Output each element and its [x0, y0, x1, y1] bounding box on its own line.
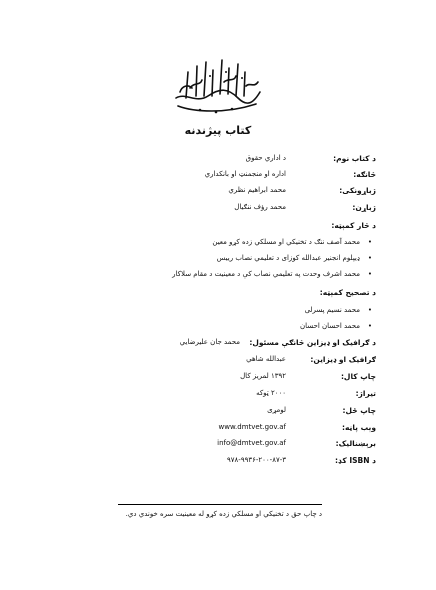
field-value: ۹۷۸-۹۹۳۶-۲۰۰-۸۷-۳: [227, 456, 286, 464]
field-value: لومړی: [267, 406, 286, 414]
field-label: ګرافیک او ډیزاین:: [310, 355, 376, 364]
field-value: د اداري حقوق: [245, 154, 286, 162]
field-label: ژباړن:: [352, 203, 376, 212]
copyright-note: د چاپ حق د تخنیکي او مسلکي زده کړو له معینیت سره خوندي دي.: [125, 510, 322, 518]
field-label: تیراژ:: [355, 389, 376, 398]
field-value: عبدالله شاهي: [246, 355, 286, 363]
website-link[interactable]: www.dmtvet.gov.af: [218, 423, 286, 431]
basmala-calligraphy-icon: [166, 52, 266, 118]
email-link[interactable]: info@dmtvet.gov.af: [217, 439, 286, 447]
list-item: • محمد آصف ننګ د تخنیکي او مسلکي زده کړو معین: [212, 238, 360, 246]
field-label: برېښنالیک:: [335, 439, 376, 448]
page-title: کتاب پیژندنه: [184, 124, 252, 137]
field-label: څانګه:: [353, 170, 376, 179]
field-value: محمد جان علیرضایي: [179, 338, 240, 346]
field-label: وېب پاڼه:: [341, 423, 376, 432]
field-label: د کتاب نوم:: [333, 154, 376, 163]
field-value: محمد ابراهیم نظري: [228, 186, 286, 194]
field-value: اداره او منجمنټ او بانکداري: [204, 170, 286, 178]
list-item: • محمد اشرف وحدت په تعلیمي نصاب کې د معینیت د مقام سلاکار: [172, 270, 360, 278]
field-label: د ګرافیک او ډیزاین څانګې مسئول:: [249, 338, 376, 347]
field-label: چاپ ځل:: [342, 406, 376, 415]
correction-committee-label: د تصحیح کمېټه:: [319, 288, 376, 297]
footer-divider: [118, 504, 322, 505]
field-value: ۱۳۹۲ لمریز کال: [240, 372, 286, 380]
list-item: • ډیپلوم انجنیر عبدالله کوزای د تعلیمي نصاب رییس: [217, 254, 360, 262]
field-label: چاپ کال:: [340, 372, 376, 381]
supervision-committee-label: د څار کمېټه:: [331, 221, 376, 230]
list-item: • محمد نسیم پسرلی: [305, 306, 360, 314]
list-item: • محمد احسان احسان: [300, 322, 360, 330]
field-label: ژباړونکی:: [339, 186, 376, 195]
field-value: محمد رؤف ننګیال: [234, 203, 286, 211]
field-value: ۲۰۰۰ ټوکه: [256, 389, 286, 397]
field-label: د ISBN کډ:: [335, 456, 376, 465]
